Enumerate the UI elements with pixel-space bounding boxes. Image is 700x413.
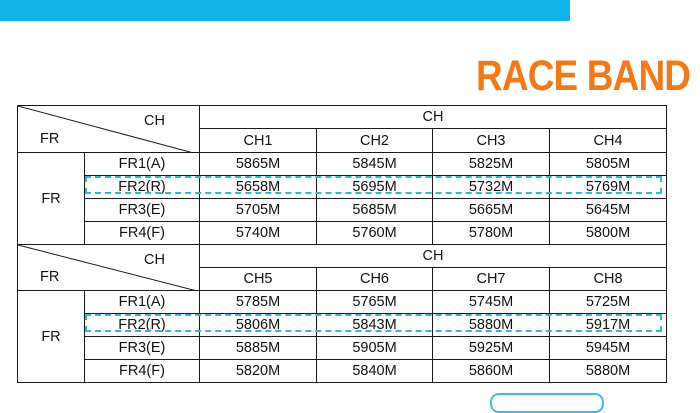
row-label: FR4(F)	[85, 360, 200, 383]
table-corner-header	[18, 106, 200, 153]
table-cell: 5806M	[200, 314, 317, 337]
table-corner-header	[18, 245, 200, 291]
table-cell: 5860M	[433, 360, 550, 383]
table-cell: 5658M	[200, 176, 317, 199]
top-accent-bar	[0, 0, 570, 21]
table-cell: 5705M	[200, 199, 317, 222]
frequency-table-2	[17, 244, 667, 383]
fr-group-label: FR	[18, 291, 85, 383]
corner-ch-label: CH	[144, 113, 165, 129]
table-cell: 5685M	[317, 199, 433, 222]
bottom-outline-tab	[490, 393, 604, 413]
table-cell: 5695M	[317, 176, 433, 199]
table-cell: 5725M	[550, 291, 667, 314]
table-cell: 5880M	[433, 314, 550, 337]
channel-header: CH1	[200, 129, 317, 153]
row-label: FR2(R)	[85, 314, 200, 337]
table-cell: 5945M	[550, 337, 667, 360]
table-cell: 5840M	[317, 360, 433, 383]
channel-group-header: CH	[200, 106, 667, 129]
table-cell: 5760M	[317, 222, 433, 245]
table-cell: 5917M	[550, 314, 667, 337]
channel-header: CH4	[550, 129, 667, 153]
corner-fr-label: FR	[40, 131, 60, 147]
row-label: FR3(E)	[85, 337, 200, 360]
table-cell: 5905M	[317, 337, 433, 360]
table-cell: 5820M	[200, 360, 317, 383]
corner-ch-label: CH	[144, 252, 165, 268]
channel-header: CH3	[433, 129, 550, 153]
channel-header: CH7	[433, 268, 550, 291]
row-label: FR1(A)	[85, 153, 200, 176]
fr-group-label: FR	[18, 153, 85, 245]
row-label: FR1(A)	[85, 291, 200, 314]
table-cell: 5765M	[317, 291, 433, 314]
channel-header: CH5	[200, 268, 317, 291]
channel-header: CH8	[550, 268, 667, 291]
table-cell: 5780M	[433, 222, 550, 245]
row-label: FR4(F)	[85, 222, 200, 245]
corner-fr-label: FR	[40, 269, 60, 285]
channel-header: CH2	[317, 129, 433, 153]
table-cell: 5769M	[550, 176, 667, 199]
table-cell: 5645M	[550, 199, 667, 222]
table-cell: 5843M	[317, 314, 433, 337]
row-label: FR3(E)	[85, 199, 200, 222]
table-cell: 5925M	[433, 337, 550, 360]
table-cell: 5805M	[550, 153, 667, 176]
channel-group-header: CH	[200, 245, 667, 268]
table-cell: 5745M	[433, 291, 550, 314]
table-cell: 5825M	[433, 153, 550, 176]
table-cell: 5865M	[200, 153, 317, 176]
table-cell: 5845M	[317, 153, 433, 176]
table-cell: 5885M	[200, 337, 317, 360]
table-cell: 5880M	[550, 360, 667, 383]
table-cell: 5800M	[550, 222, 667, 245]
table-cell: 5732M	[433, 176, 550, 199]
channel-header: CH6	[317, 268, 433, 291]
table-cell: 5665M	[433, 199, 550, 222]
page-title: RACE BAND	[476, 52, 691, 100]
frequency-table-1	[17, 105, 667, 245]
table-cell: 5785M	[200, 291, 317, 314]
table-cell: 5740M	[200, 222, 317, 245]
row-label: FR2(R)	[85, 176, 200, 199]
